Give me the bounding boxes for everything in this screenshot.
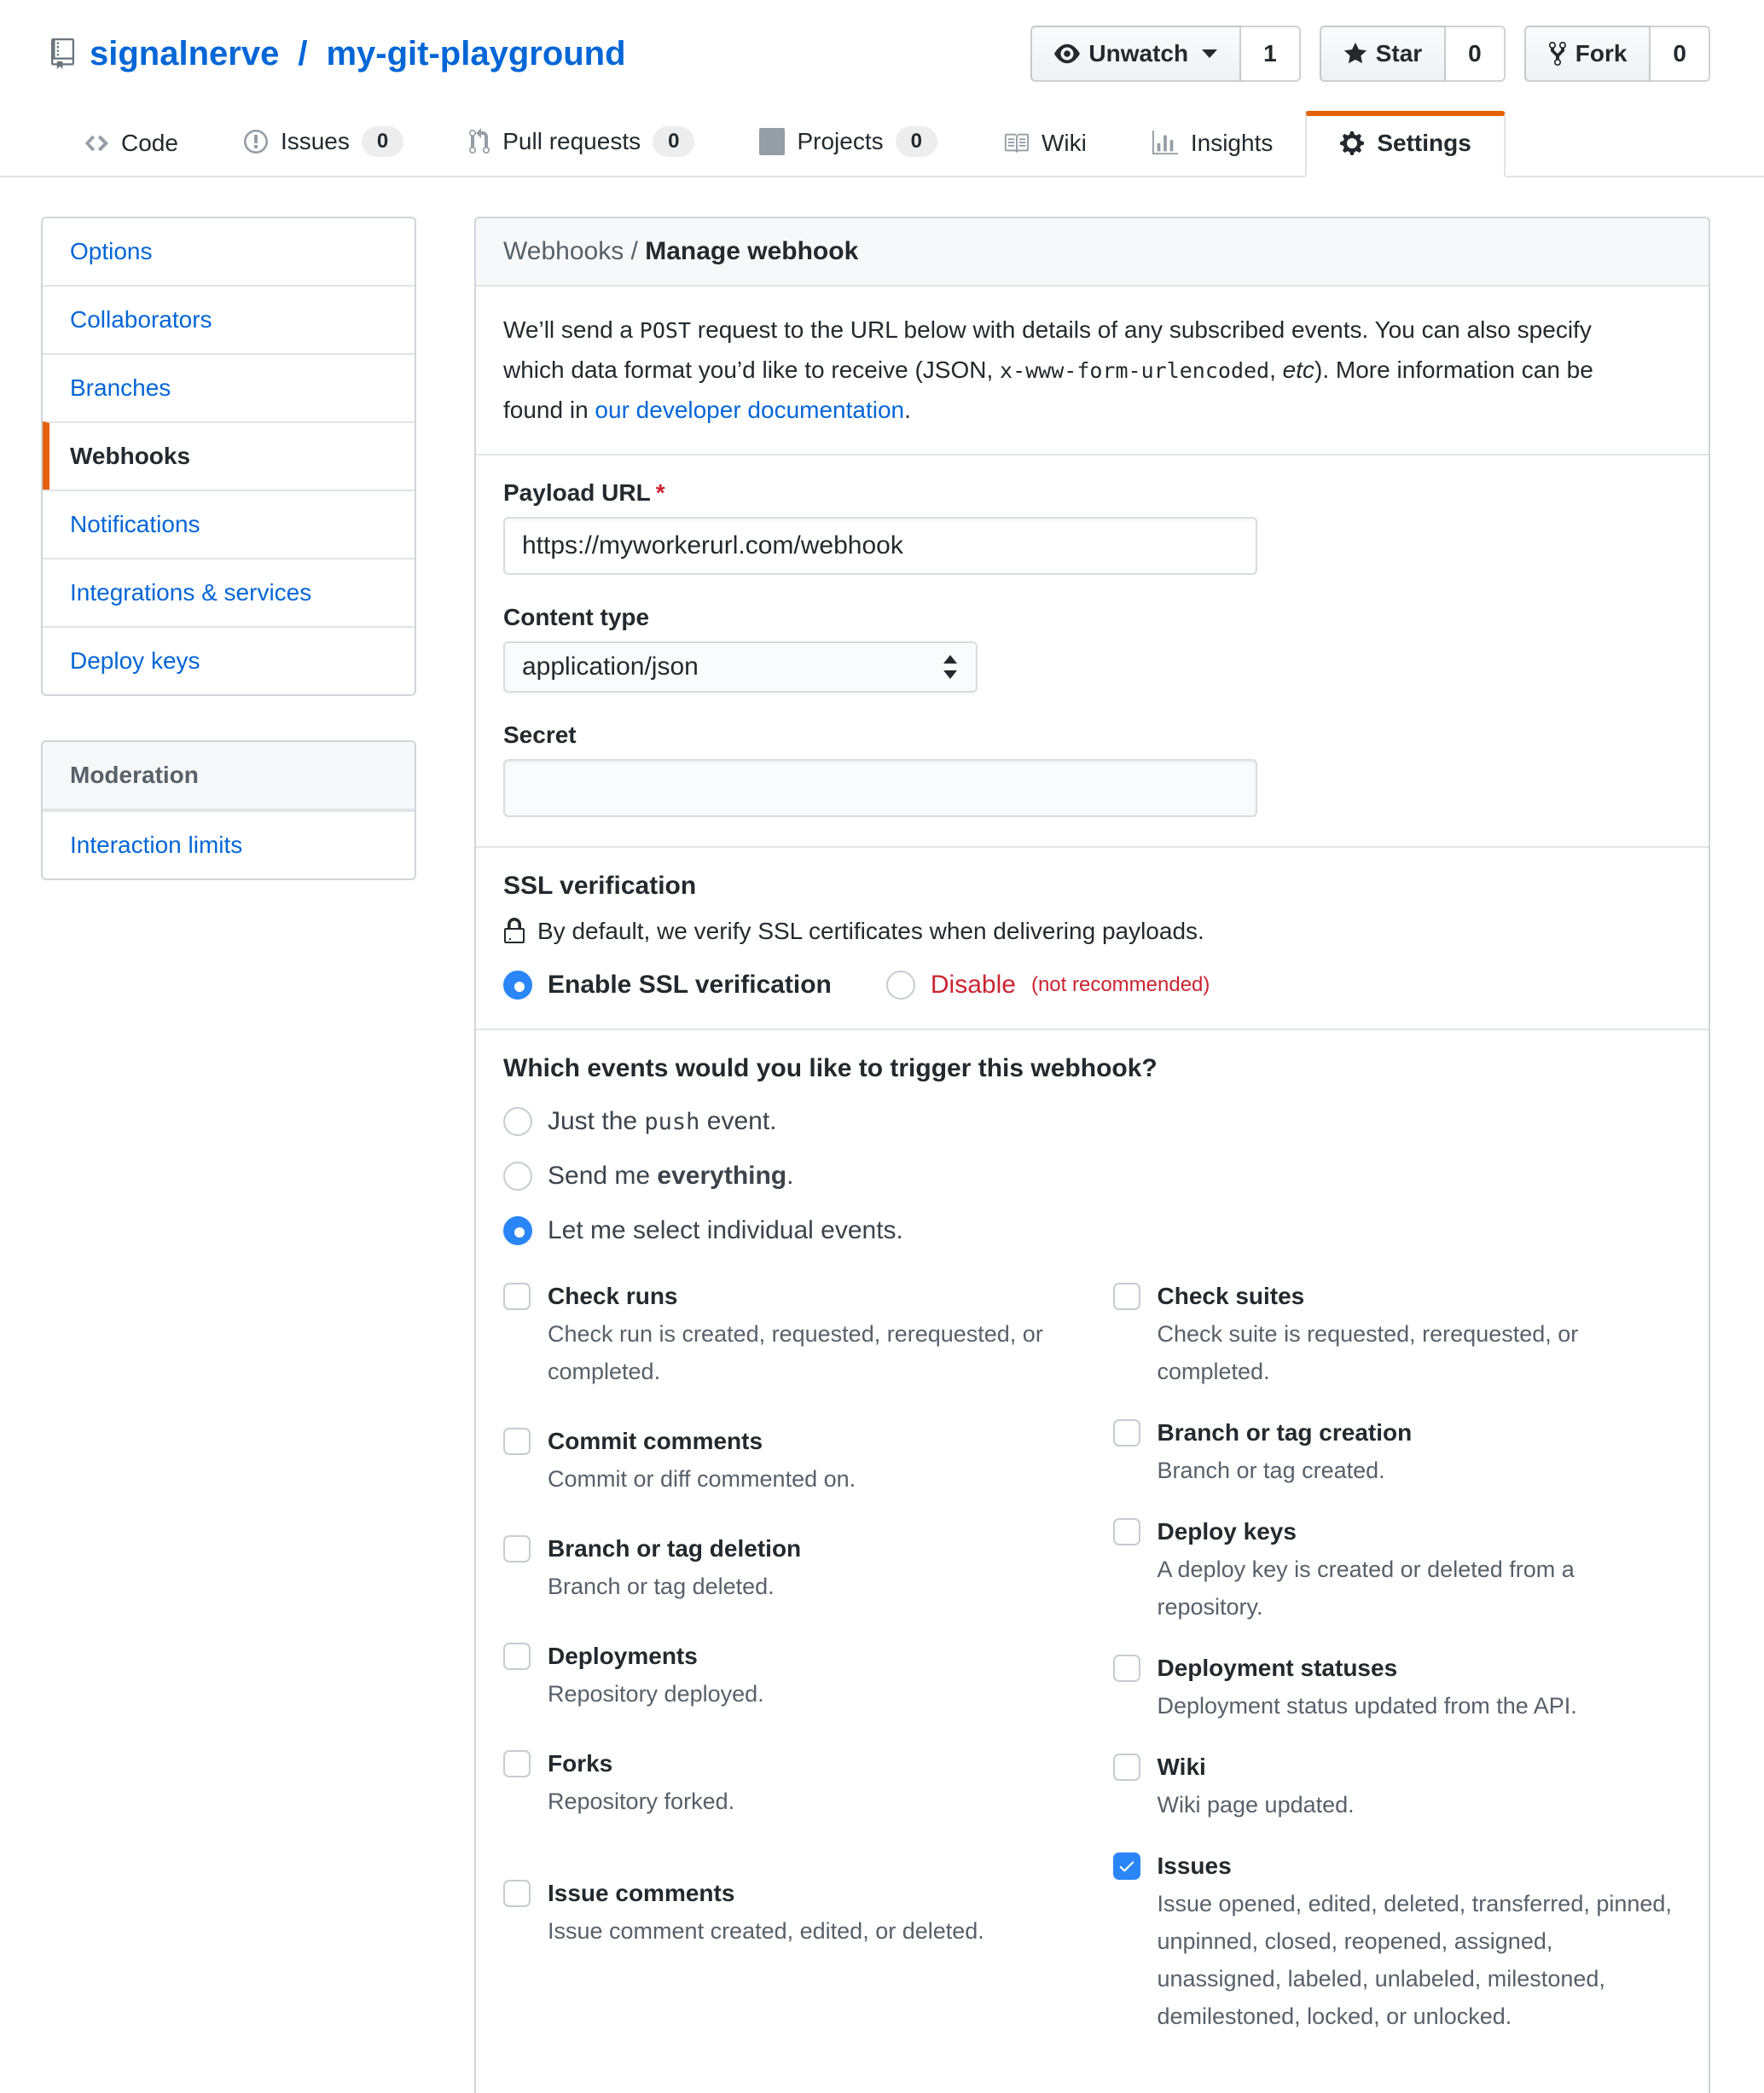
breadcrumb-current-page: Manage webhook [645,237,859,265]
repo-actions [1030,26,1710,82]
event-branch-tag-deletion[interactable] [503,1532,1072,1605]
star-count[interactable]: 0 [1446,26,1506,82]
send-everything-option[interactable] [503,1162,1681,1191]
enable-ssl-radio[interactable] [503,971,532,1000]
disable-ssl-option[interactable] [886,971,1210,1000]
fork-button-group [1524,26,1710,82]
repo-owner-link[interactable]: signalnerve [90,35,280,72]
ssl-verification-section [476,848,1709,1030]
settings-menu [41,217,416,696]
fork-count[interactable]: 0 [1651,26,1710,82]
graph-icon [1152,130,1179,156]
moderation-menu-header: Moderation [43,742,415,810]
tab-code-label: Code [121,130,178,156]
pull-request-icon [468,128,490,155]
pull-requests-counter: 0 [653,126,694,157]
event-label: Wiki [1157,1754,1206,1780]
check-runs-checkbox[interactable] [503,1283,531,1310]
event-label: Branch or tag creation [1157,1419,1413,1446]
event-issue-comments[interactable] [503,1876,1072,1950]
settings-sidebar [41,217,416,880]
disable-ssl-radio[interactable] [886,971,915,1000]
event-wiki[interactable] [1113,1750,1682,1823]
event-label: Deployments [548,1643,698,1669]
events-question: Which events would you like to trigger this webhook? [503,1054,1158,1082]
gear-icon [1339,130,1365,157]
event-desc: Commit or diff commented on. [548,1466,856,1492]
intro-text-part: ). More information can be found in [503,357,1593,423]
repo-title [51,26,626,82]
event-label: Deploy keys [1157,1518,1297,1545]
tab-code[interactable] [51,107,211,176]
content-type-selected-value: application/json [522,652,699,681]
issue-comments-checkbox[interactable] [503,1880,531,1907]
code-icon [84,130,109,156]
deploy-keys-checkbox[interactable] [1113,1518,1140,1545]
secret-field-group [503,722,1681,817]
sidebar-item-deploy-keys[interactable]: Deploy keys [43,626,415,694]
repo-tab-bar [0,104,1764,177]
tab-settings[interactable] [1305,111,1505,177]
watch-button-group [1030,26,1300,82]
event-desc: A deploy key is created or deleted from a repository. [1157,1557,1575,1620]
event-desc: Branch or tag deleted. [548,1574,775,1599]
event-forks[interactable] [503,1747,1072,1820]
content-type-field-group [503,604,1681,693]
star-button-group [1320,26,1506,82]
tab-pull-requests[interactable] [436,104,727,176]
send-everything-radio[interactable] [503,1162,532,1191]
just-push-label [548,1107,777,1136]
repo-name-link[interactable]: my-git-playground [326,35,626,72]
sidebar-item-integrations-services[interactable]: Integrations & services [43,558,415,626]
checkmark-icon [1117,1857,1136,1876]
event-desc: Check run is created, requested, rerequested, or completed. [548,1321,1043,1384]
event-desc: Issue opened, edited, deleted, transferred, pinned, unpinned, closed, reopened, assigned, unassigned, labeled, unlabeled, milestoned, demilestoned, locked, or unlocked. [1157,1891,1672,2029]
event-desc: Deployment status updated from the API. [1157,1693,1577,1719]
etc-emphasis: etc [1282,357,1315,383]
projects-counter: 0 [896,126,937,157]
tab-projects-label: Projects [797,128,884,154]
intro-text-part: , [1269,357,1283,383]
webhook-intro-section [476,287,1709,455]
secret-input[interactable] [503,759,1257,817]
event-label: Deployment statuses [1157,1655,1398,1681]
disable-ssl-label: Disable [930,971,1016,999]
event-deploy-keys[interactable] [1113,1515,1682,1626]
select-individual-radio[interactable] [503,1216,532,1245]
unwatch-label: Unwatch [1088,40,1189,67]
sidebar-item-webhooks[interactable]: Webhooks [43,421,415,490]
just-push-radio[interactable] [503,1107,532,1136]
sidebar-item-options[interactable]: Options [70,238,153,264]
breadcrumb [476,218,1709,287]
event-desc: Issue comment created, edited, or deleted. [548,1918,984,1944]
sidebar-item-interaction-limits[interactable]: Interaction limits [43,810,415,878]
event-label: Commit comments [548,1428,763,1454]
star-icon [1343,41,1367,67]
issues-checkbox[interactable] [1113,1852,1140,1880]
tab-issues-label: Issues [280,128,350,154]
ssl-radio-row [503,971,1681,1005]
enable-ssl-label: Enable SSL verification [548,971,832,999]
commit-comments-checkbox[interactable] [503,1428,531,1455]
events-grid [503,1279,1681,2061]
event-issues[interactable] [1113,1849,1682,2035]
event-desc: Repository deployed. [548,1681,764,1707]
moderation-menu [41,740,416,880]
breadcrumb-webhooks-link[interactable]: Webhooks [503,237,624,265]
repo-title-separator: / [298,35,308,72]
developer-documentation-link[interactable]: our developer documentation [595,397,905,423]
event-check-runs[interactable] [503,1279,1072,1390]
events-column-right [1113,1279,1682,2061]
repo-icon [51,38,74,69]
tab-pull-requests-label: Pull requests [502,128,641,154]
event-desc: Branch or tag created. [1157,1458,1385,1483]
event-label: Forks [548,1750,613,1777]
sidebar-item-branches[interactable]: Branches [43,353,415,421]
sidebar-item-notifications[interactable]: Notifications [43,490,415,558]
send-everything-label [548,1162,793,1191]
ssl-note-text: By default, we verify SSL certificates when delivering payloads. [537,918,1204,944]
tab-wiki-label: Wiki [1041,130,1087,156]
urlencoded-code: x-www-form-urlencoded [1000,358,1270,383]
dropdown-caret-icon [1202,49,1217,58]
option-text-part: event. [699,1107,777,1135]
event-desc: Check suite is requested, rerequested, or completed. [1157,1321,1579,1384]
secret-label: Secret [503,722,577,748]
star-button[interactable] [1320,26,1446,82]
webhook-form-section [476,455,1709,848]
required-asterisk: * [655,479,665,506]
payload-url-label [503,479,1681,507]
intro-text-part: request to the URL below with details of any subscribed events. You can also specify which data format you’d like to receive (JSON, [503,316,1592,383]
watch-count[interactable]: 1 [1241,26,1301,82]
events-column-left [503,1279,1072,2061]
event-branch-tag-creation[interactable] [1113,1416,1682,1489]
lock-icon [503,918,525,945]
book-icon [1002,130,1030,156]
wiki-checkbox[interactable] [1113,1754,1140,1781]
fork-label: Fork [1575,40,1628,67]
tab-wiki[interactable] [970,107,1119,176]
deployments-checkbox[interactable] [503,1643,531,1670]
event-label: Issue comments [548,1880,735,1906]
intro-text-part: . [904,397,911,423]
event-check-suites[interactable] [1113,1279,1682,1390]
branch-tag-creation-checkbox[interactable] [1113,1419,1140,1447]
sidebar-item-collaborators[interactable]: Collaborators [43,285,415,353]
events-section [476,1030,1709,2084]
tab-settings-label: Settings [1377,130,1471,156]
fork-icon [1548,40,1567,67]
payload-url-input[interactable] [503,517,1257,575]
event-desc: Repository forked. [548,1789,735,1814]
post-code: POST [639,318,692,343]
option-text-part: Send me [548,1162,658,1190]
event-label: Issues [1157,1852,1232,1879]
event-label: Check runs [548,1283,678,1309]
manage-webhook-panel [474,217,1710,2093]
everything-bold: everything [657,1162,787,1190]
tab-insights[interactable] [1119,107,1306,176]
issues-counter: 0 [362,126,403,157]
option-text-part: . [786,1162,794,1190]
intro-text-part: We’ll send a [503,316,640,343]
disable-ssl-note: (not recommended) [1030,973,1210,996]
deployment-statuses-checkbox[interactable] [1113,1655,1140,1682]
event-desc: Wiki page updated. [1157,1792,1355,1818]
branch-tag-deletion-checkbox[interactable] [503,1535,531,1563]
just-push-option[interactable] [503,1107,1681,1136]
ssl-verification-title: SSL verification [503,872,697,900]
content-type-select[interactable] [503,641,978,693]
project-icon [759,128,785,155]
tab-projects[interactable] [727,104,970,176]
forks-checkbox[interactable] [503,1750,531,1777]
select-individual-label: Let me select individual events. [548,1216,903,1244]
event-deployment-statuses[interactable] [1113,1651,1682,1725]
tab-issues[interactable] [211,104,436,176]
star-label: Star [1375,40,1423,67]
fork-button[interactable] [1524,26,1651,82]
event-deployments[interactable] [503,1639,1072,1713]
select-caret-icon [942,653,959,681]
settings-layout [0,177,1764,2093]
select-individual-option[interactable] [503,1216,1681,1245]
issue-opened-icon [243,128,269,155]
payload-url-label-text: Payload URL [503,479,651,506]
enable-ssl-option[interactable] [503,971,832,1000]
payload-url-field-group [503,479,1681,575]
push-code: push [644,1109,700,1135]
check-suites-checkbox[interactable] [1113,1283,1140,1310]
webhook-intro-text [503,310,1638,430]
repo-header [0,0,1764,82]
event-label: Check suites [1157,1283,1305,1309]
unwatch-button[interactable] [1030,26,1241,82]
ssl-note [503,918,1681,945]
event-commit-comments[interactable] [503,1424,1072,1498]
breadcrumb-separator: / [624,237,646,265]
content-type-label: Content type [503,604,650,630]
option-text-part: Just the [548,1107,645,1135]
eye-icon [1054,41,1080,67]
event-label: Branch or tag deletion [548,1535,802,1562]
tab-insights-label: Insights [1190,130,1274,156]
